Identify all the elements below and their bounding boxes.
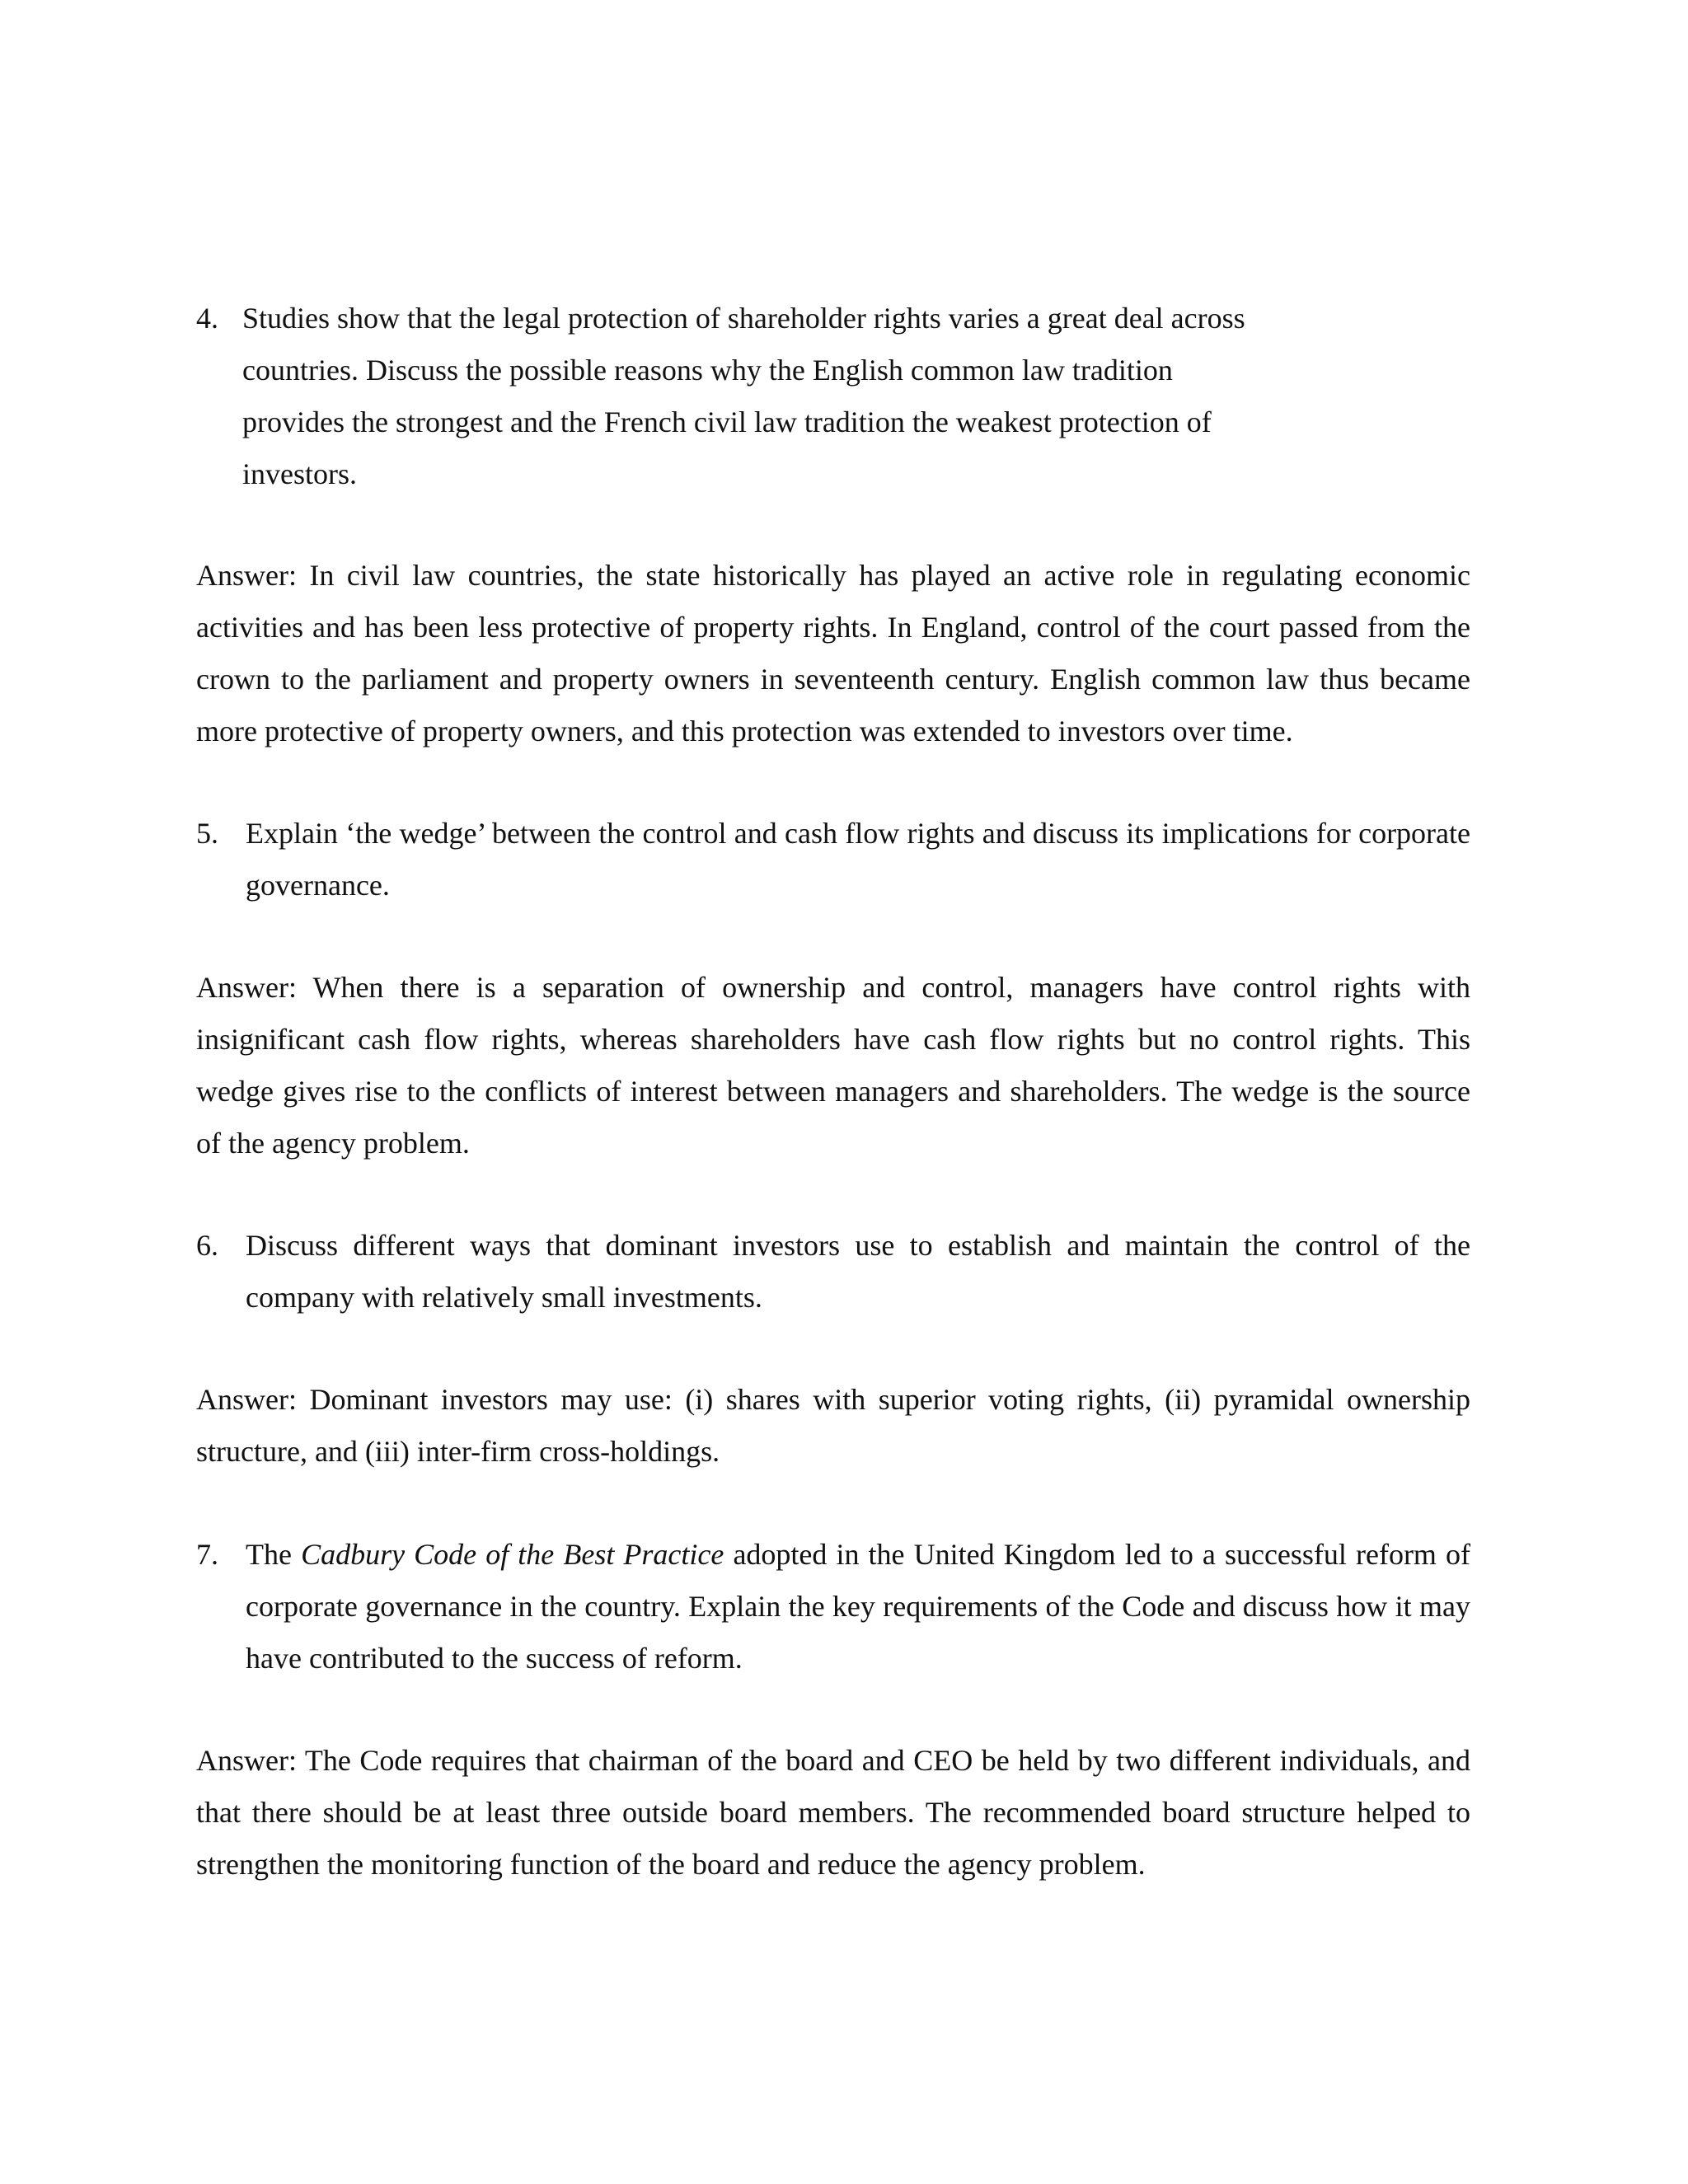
answer-6: Answer: Dominant investors may use: (i) shares with superior voting rights, (ii) pyramidal ownership structure, and (iii) inter-firm cross-holdings. xyxy=(196,1383,1470,1468)
question-number: 4. xyxy=(196,302,218,335)
code-title: Cadbury Code of the Best Practice xyxy=(301,1538,724,1571)
question-line: provides the strongest and the French civil law tradition the weakest protection of xyxy=(242,405,1212,438)
answer-4: Answer: In civil law countries, the state historically has played an active role in regulating economic activities and has been less protective of property rights. In England, control of the court passed from the crown to the parliament and property owners in seventeenth century. English common law thus became more protective of property owners, and this protection was extended to investors over time. xyxy=(196,559,1470,748)
question-line: investors. xyxy=(242,457,357,490)
question-line: countries. Discuss the possible reasons why the English common law tradition xyxy=(242,354,1173,387)
question-5 xyxy=(196,808,1470,912)
question-text: Explain ‘the wedge’ between the control and cash flow rights and discuss its implications for corporate governance. xyxy=(246,817,1470,902)
question-text-pre: The xyxy=(246,1538,302,1571)
question-text: Discuss different ways that dominant investors use to establish and maintain the control of the company with relatively small investments. xyxy=(246,1229,1470,1314)
question-7 xyxy=(196,1529,1470,1685)
answer-5: Answer: When there is a separation of ownership and control, managers have control rights with insignificant cash flow rights, whereas shareholders have cash flow rights but no control rights. This wedge gives rise to the conflicts of interest between managers and shareholders. The wedge is the source of the agency problem. xyxy=(196,971,1470,1160)
question-number: 6. xyxy=(196,1229,218,1262)
question-6 xyxy=(196,1220,1470,1324)
question-number: 7. xyxy=(196,1538,218,1571)
question-text xyxy=(196,293,1416,500)
answer-7: Answer: The Code requires that chairman of the board and CEO be held by two different individuals, and that there should be at least three outside board members. The recommended board structure helped to strengthen the monitoring function of the board and reduce the agency problem. xyxy=(196,1744,1470,1881)
question-text xyxy=(196,1529,1470,1685)
question-number: 5. xyxy=(196,817,218,850)
question-line: Studies show that the legal protection of shareholder rights varies a great deal across xyxy=(242,302,1245,335)
question-4 xyxy=(196,293,1416,500)
question-text-post: adopted in the United Kingdom led to a successful reform of corporate governance in the country. Explain the key requirements of the Code and discuss how it may have contributed to the success of reform. xyxy=(246,1538,1471,1675)
